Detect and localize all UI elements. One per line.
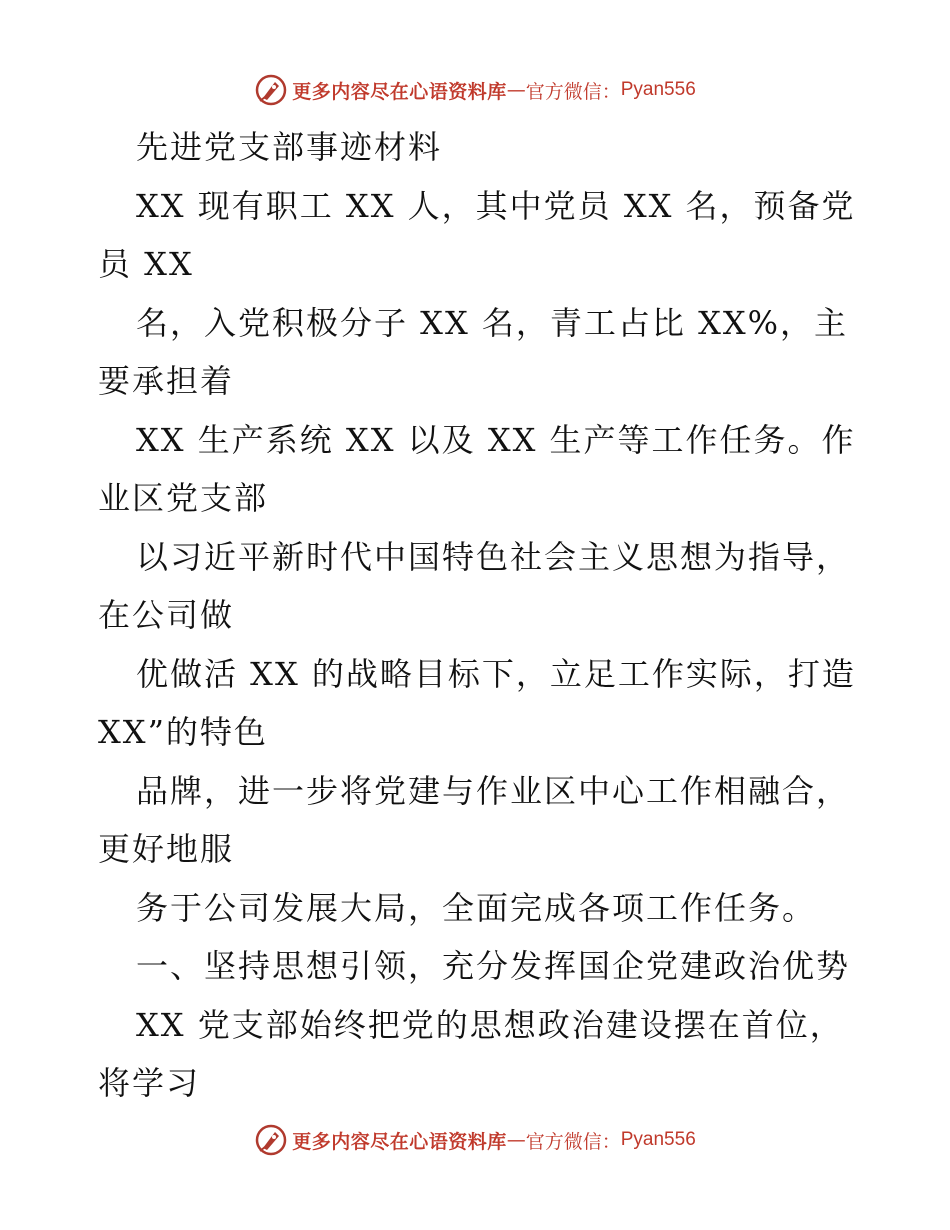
paragraph-line: 在公司做: [98, 596, 235, 634]
header-watermark: [0, 70, 950, 110]
paragraph-line: 名，入党积极分子 XX 名，青工占比 XX%，主: [136, 303, 849, 342]
pen-nib-seal-icon: [254, 1123, 288, 1157]
paragraph-line: 优做活 XX 的战略目标下，立足工作实际，打造: [136, 654, 856, 693]
paragraph-line: XX”的特色: [98, 713, 268, 751]
paragraph-line: XX 现有职工 XX 人，其中党员 XX 名，预备党: [136, 186, 856, 225]
paragraph-line: 将学习: [98, 1064, 201, 1102]
document-title: 先进党支部事迹材料: [136, 128, 443, 166]
watermark-official-label: 官方微信：: [525, 80, 621, 103]
section-heading: 一、坚持思想引领，充分发挥国企党建政治优势: [136, 947, 851, 985]
paragraph-line: 务于公司发展大局，全面完成各项工作任务。: [136, 888, 817, 927]
paragraph-line: 员 XX: [98, 245, 194, 283]
paragraph-line: 更好地服: [98, 830, 235, 868]
watermark-brand-text: 更多内容尽在心语资料库: [292, 1130, 507, 1153]
watermark-official-label: 官方微信：: [525, 1130, 621, 1153]
paragraph-line: 以习近平新时代中国特色社会主义思想为指导，: [136, 537, 851, 576]
watermark-wechat-id: Pyan556: [620, 1129, 696, 1150]
paragraph-line: 品牌，进一步将党建与作业区中心工作相融合，: [136, 771, 851, 810]
paragraph-line: 要承担着: [98, 362, 235, 400]
watermark-dash: —: [506, 1129, 526, 1151]
paragraph-line: XX 生产系统 XX 以及 XX 生产等工作任务。作: [136, 420, 856, 459]
pen-nib-seal-icon: [254, 73, 288, 107]
footer-watermark: [0, 1120, 950, 1160]
document-body: [98, 118, 868, 1113]
paragraph-line: XX 党支部始终把党的思想政治建设摆在首位，: [136, 1005, 844, 1044]
paragraph-line: 业区党支部: [98, 479, 269, 517]
watermark-brand-text: 更多内容尽在心语资料库: [292, 80, 507, 103]
watermark-wechat-id: Pyan556: [620, 79, 696, 100]
watermark-dash: —: [506, 79, 526, 101]
